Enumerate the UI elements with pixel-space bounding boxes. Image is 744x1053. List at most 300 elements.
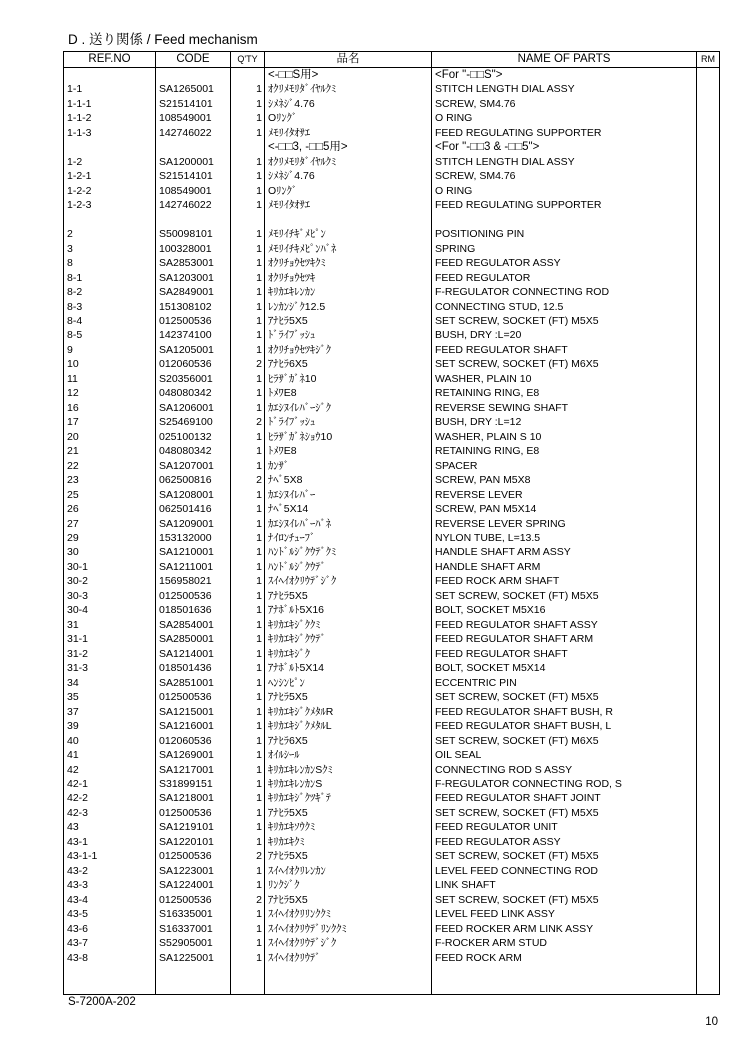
name-en-cell: FEED REGULATOR SHAFT (432, 647, 697, 661)
qty-cell: 1 (231, 864, 265, 878)
name-en-cell: HANDLE SHAFT ARM ASSY (432, 545, 697, 559)
rm-cell (697, 922, 720, 936)
ref-no-cell: 22 (64, 459, 156, 473)
qty-cell: 1 (231, 763, 265, 777)
header-code: CODE (156, 52, 231, 68)
name-en-cell: FEED REGULATOR UNIT (432, 820, 697, 834)
ref-no-cell: 29 (64, 531, 156, 545)
code-cell: SA1225001 (156, 951, 231, 965)
table-row (64, 734, 720, 748)
table-row (64, 343, 720, 357)
table-row (64, 372, 720, 386)
table-row (64, 531, 720, 545)
ref-no-cell: 3 (64, 242, 156, 256)
qty-cell: 1 (231, 647, 265, 661)
ref-no-cell: 1-1 (64, 82, 156, 96)
rm-cell (697, 705, 720, 719)
name-en-cell: BUSH, DRY :L=12 (432, 415, 697, 429)
table-row (64, 545, 720, 559)
table-row (64, 936, 720, 950)
table-row (64, 763, 720, 777)
code-cell: 062500816 (156, 473, 231, 487)
table-row (64, 256, 720, 270)
code-cell: SA1206001 (156, 401, 231, 415)
table-header-row (64, 52, 720, 68)
name-en-cell: FEED ROCKER ARM LINK ASSY (432, 922, 697, 936)
rm-cell (697, 907, 720, 921)
code-cell: SA1207001 (156, 459, 231, 473)
table-row (64, 806, 720, 820)
ref-no-cell (64, 213, 156, 227)
table-row (64, 705, 720, 719)
ref-no-cell: 31-1 (64, 632, 156, 646)
ref-no-cell: 1-1-3 (64, 126, 156, 140)
name-jp-cell: ｼﾒﾈｼﾞ4.76 (265, 97, 432, 111)
table-row (64, 980, 720, 995)
qty-cell: 1 (231, 936, 265, 950)
rm-cell (697, 835, 720, 849)
qty-cell: 1 (231, 820, 265, 834)
name-en-cell: OIL SEAL (432, 748, 697, 762)
rm-cell (697, 661, 720, 675)
name-jp-cell: ｵｸﾘﾒﾓﾘﾀﾞｲﾔﾙｸﾐ (265, 155, 432, 169)
name-en-cell: SET SCREW, SOCKET (FT) M5X5 (432, 893, 697, 907)
qty-cell: 1 (231, 372, 265, 386)
name-en-cell: FEED ROCK ARM (432, 951, 697, 965)
qty-cell: 1 (231, 459, 265, 473)
name-jp-cell: ｽｲﾍｲｵｸﾘｳﾃﾞｼﾞｸ (265, 574, 432, 588)
name-jp-cell: ｽｲﾍｲｵｸﾘｳﾃﾞﾘﾝｸｸﾐ (265, 922, 432, 936)
qty-cell: 1 (231, 169, 265, 183)
qty-cell: 1 (231, 951, 265, 965)
table-row (64, 488, 720, 502)
name-en-cell: FEED ROCK ARM SHAFT (432, 574, 697, 588)
page-number: 10 (705, 1016, 718, 1028)
name-en-cell: O RING (432, 184, 697, 198)
name-jp-cell (265, 980, 432, 995)
qty-cell (231, 68, 265, 83)
ref-no-cell: 16 (64, 401, 156, 415)
code-cell: 062501416 (156, 502, 231, 516)
code-cell (156, 140, 231, 154)
table-row (64, 603, 720, 617)
name-jp-cell: ｷﾘｶｴｷﾚﾝｶﾝSｸﾐ (265, 763, 432, 777)
qty-cell: 2 (231, 893, 265, 907)
code-cell: SA1265001 (156, 82, 231, 96)
name-jp-cell: ｷﾘｶｴｷｼﾞｸﾒﾀﾙL (265, 719, 432, 733)
code-cell: 018501636 (156, 603, 231, 617)
qty-cell: 1 (231, 126, 265, 140)
qty-cell: 1 (231, 227, 265, 241)
name-en-cell: LINK SHAFT (432, 878, 697, 892)
qty-cell: 1 (231, 285, 265, 299)
qty-cell: 1 (231, 401, 265, 415)
name-en-cell: REVERSE LEVER (432, 488, 697, 502)
table-row (64, 574, 720, 588)
qty-cell: 1 (231, 878, 265, 892)
ref-no-cell: 8-4 (64, 314, 156, 328)
name-en-cell: CONNECTING STUD, 12.5 (432, 300, 697, 314)
name-en-cell: REVERSE SEWING SHAFT (432, 401, 697, 415)
ref-no-cell: 26 (64, 502, 156, 516)
code-cell: 108549001 (156, 184, 231, 198)
name-jp-cell: Oﾘﾝｸﾞ (265, 184, 432, 198)
code-cell (156, 980, 231, 995)
name-jp-cell: ｷﾘｶｴｷｼﾞｸ (265, 647, 432, 661)
rm-cell (697, 820, 720, 834)
code-cell: SA2853001 (156, 256, 231, 270)
table-row (64, 748, 720, 762)
table-row (64, 285, 720, 299)
table-row (64, 878, 720, 892)
rm-cell (697, 517, 720, 531)
table-row (64, 155, 720, 169)
table-row (64, 719, 720, 733)
rm-cell (697, 111, 720, 125)
name-en-cell: CONNECTING ROD S ASSY (432, 763, 697, 777)
code-cell: SA2854001 (156, 618, 231, 632)
code-cell: SA2851001 (156, 676, 231, 690)
name-en-cell: RETAINING RING, E8 (432, 444, 697, 458)
table-row (64, 459, 720, 473)
table-row (64, 864, 720, 878)
ref-no-cell: 1-2-2 (64, 184, 156, 198)
header-name-en: NAME OF PARTS (432, 52, 697, 68)
ref-no-cell: 20 (64, 430, 156, 444)
code-cell: SA1219101 (156, 820, 231, 834)
ref-no-cell: 1-1-2 (64, 111, 156, 125)
code-cell: SA1214001 (156, 647, 231, 661)
rm-cell (697, 531, 720, 545)
name-jp-cell: ｱﾅﾋﾗ5X5 (265, 314, 432, 328)
name-jp-cell: ﾄﾒﾜE8 (265, 444, 432, 458)
name-jp-cell: ｽｲﾍｲｵｸﾘｳﾃﾞｼﾞｸ (265, 936, 432, 950)
rm-cell (697, 82, 720, 96)
rm-cell (697, 401, 720, 415)
table-row (64, 951, 720, 965)
qty-cell: 1 (231, 155, 265, 169)
rm-cell (697, 328, 720, 342)
name-jp-cell: ﾒﾓﾘｲﾀｵｻｴ (265, 126, 432, 140)
name-en-cell: FEED REGULATOR ASSY (432, 835, 697, 849)
qty-cell: 1 (231, 618, 265, 632)
rm-cell (697, 936, 720, 950)
name-en-cell: FEED REGULATOR SHAFT BUSH, R (432, 705, 697, 719)
ref-no-cell (64, 980, 156, 995)
code-cell: S16337001 (156, 922, 231, 936)
name-en-cell: SET SCREW, SOCKET (FT) M5X5 (432, 806, 697, 820)
qty-cell: 1 (231, 300, 265, 314)
ref-no-cell: 30 (64, 545, 156, 559)
qty-cell: 1 (231, 922, 265, 936)
name-jp-cell: ｽｲﾍｲｵｸﾘﾚﾝｶﾝ (265, 864, 432, 878)
table-row (64, 835, 720, 849)
name-en-cell: WASHER, PLAIN 10 (432, 372, 697, 386)
code-cell: 012500536 (156, 690, 231, 704)
table-row (64, 300, 720, 314)
qty-cell: 1 (231, 545, 265, 559)
rm-cell (697, 459, 720, 473)
name-jp-cell: ｶｴｼﾇｲﾚﾊﾞｰ (265, 488, 432, 502)
ref-no-cell: 17 (64, 415, 156, 429)
qty-cell: 1 (231, 574, 265, 588)
ref-no-cell: 1-1-1 (64, 97, 156, 111)
name-en-cell: STITCH LENGTH DIAL ASSY (432, 155, 697, 169)
name-jp-cell: ﾚﾝｶﾝｼﾞｸ12.5 (265, 300, 432, 314)
rm-cell (697, 603, 720, 617)
name-en-cell: FEED REGULATOR (432, 271, 697, 285)
name-en-cell: BOLT, SOCKET M5X16 (432, 603, 697, 617)
qty-cell: 1 (231, 777, 265, 791)
table-row (64, 791, 720, 805)
ref-no-cell: 43-1-1 (64, 849, 156, 863)
name-jp-cell: ﾘﾝｸｼﾞｸ (265, 878, 432, 892)
name-jp-cell: ｷﾘｶｴｷﾚﾝｶﾝS (265, 777, 432, 791)
ref-no-cell: 31 (64, 618, 156, 632)
qty-cell: 1 (231, 444, 265, 458)
qty-cell: 1 (231, 343, 265, 357)
ref-no-cell: 1-2 (64, 155, 156, 169)
name-jp-cell: ｵｸﾘﾒﾓﾘﾀﾞｲﾔﾙｸﾐ (265, 82, 432, 96)
ref-no-cell: 35 (64, 690, 156, 704)
table-row (64, 169, 720, 183)
table-row (64, 517, 720, 531)
code-cell: 151308102 (156, 300, 231, 314)
name-jp-cell: Oﾘﾝｸﾞ (265, 111, 432, 125)
table-row (64, 111, 720, 125)
code-cell: S52905001 (156, 936, 231, 950)
name-jp-cell: ﾄﾒﾜE8 (265, 386, 432, 400)
ref-no-cell: 1-2-3 (64, 198, 156, 212)
qty-cell (231, 980, 265, 995)
rm-cell (697, 545, 720, 559)
name-jp-cell: ｽｲﾍｲｵｸﾘｳﾃﾞ (265, 951, 432, 965)
ref-no-cell: 40 (64, 734, 156, 748)
rm-cell (697, 893, 720, 907)
rm-cell (697, 126, 720, 140)
name-en-cell: FEED REGULATOR SHAFT JOINT (432, 791, 697, 805)
name-en-cell: FEED REGULATOR SHAFT ASSY (432, 618, 697, 632)
ref-no-cell: 43-5 (64, 907, 156, 921)
name-jp-cell: ｱﾅﾋﾗ5X5 (265, 849, 432, 863)
ref-no-cell: 10 (64, 357, 156, 371)
name-en-cell: SCREW, PAN M5X8 (432, 473, 697, 487)
rm-cell (697, 719, 720, 733)
parts-table (63, 51, 720, 995)
qty-cell: 1 (231, 328, 265, 342)
name-jp-cell: ﾒﾓﾘｲﾀｵｻｴ (265, 198, 432, 212)
ref-no-cell: 43-7 (64, 936, 156, 950)
qty-cell: 1 (231, 589, 265, 603)
header-ref-no: REF.NO (64, 52, 156, 68)
ref-no-cell: 8 (64, 256, 156, 270)
name-en-cell: BUSH, DRY :L=20 (432, 328, 697, 342)
name-en-cell: FEED REGULATOR ASSY (432, 256, 697, 270)
qty-cell: 1 (231, 242, 265, 256)
ref-no-cell (64, 965, 156, 979)
table-row (64, 227, 720, 241)
name-jp-cell: ﾋﾗｻﾞｶﾞﾈ10 (265, 372, 432, 386)
ref-no-cell (64, 140, 156, 154)
code-cell: SA1218001 (156, 791, 231, 805)
ref-no-cell: 43-8 (64, 951, 156, 965)
name-en-cell: SCREW, SM4.76 (432, 97, 697, 111)
qty-cell: 1 (231, 748, 265, 762)
code-cell: SA1216001 (156, 719, 231, 733)
qty-cell: 1 (231, 835, 265, 849)
code-cell: 012060536 (156, 357, 231, 371)
code-cell: 156958021 (156, 574, 231, 588)
table-row (64, 965, 720, 979)
table-row (64, 126, 720, 140)
name-en-cell: FEED REGULATOR SHAFT ARM (432, 632, 697, 646)
ref-no-cell: 43 (64, 820, 156, 834)
ref-no-cell: 43-6 (64, 922, 156, 936)
table-row (64, 560, 720, 574)
name-jp-cell: ｱﾅﾋﾗ5X5 (265, 690, 432, 704)
name-en-cell: ECCENTRIC PIN (432, 676, 697, 690)
ref-no-cell: 39 (64, 719, 156, 733)
table-row (64, 618, 720, 632)
name-jp-cell: ｼﾒﾈｼﾞ4.76 (265, 169, 432, 183)
ref-no-cell: 42 (64, 763, 156, 777)
name-jp-cell: ﾋﾗｻﾞｶﾞﾈｼｮｳ10 (265, 430, 432, 444)
rm-cell (697, 343, 720, 357)
ref-no-cell: 34 (64, 676, 156, 690)
name-jp-cell: ｱﾅﾋﾗ5X5 (265, 806, 432, 820)
ref-no-cell: 23 (64, 473, 156, 487)
code-cell: 048080342 (156, 386, 231, 400)
qty-cell: 1 (231, 791, 265, 805)
rm-cell (697, 314, 720, 328)
name-jp-cell: ｷﾘｶｴｷｿｳｸﾐ (265, 820, 432, 834)
table-row (64, 430, 720, 444)
code-cell: 142374100 (156, 328, 231, 342)
table-row (64, 328, 720, 342)
name-jp-cell: ｷﾘｶｴｷｼﾞｸｳﾃﾞ (265, 632, 432, 646)
table-row (64, 676, 720, 690)
ref-no-cell: 11 (64, 372, 156, 386)
code-cell: S16335001 (156, 907, 231, 921)
name-en-cell: F-ROCKER ARM STUD (432, 936, 697, 950)
name-jp-cell: ｶﾝｻﾞ (265, 459, 432, 473)
table-row (64, 82, 720, 96)
rm-cell (697, 140, 720, 154)
name-jp-cell (265, 213, 432, 227)
ref-no-cell: 21 (64, 444, 156, 458)
name-en-cell: SET SCREW, SOCKET (FT) M5X5 (432, 690, 697, 704)
rm-cell (697, 242, 720, 256)
ref-no-cell: 8-2 (64, 285, 156, 299)
code-cell: SA1203001 (156, 271, 231, 285)
table-row (64, 213, 720, 227)
name-en-cell: WASHER, PLAIN S 10 (432, 430, 697, 444)
rm-cell (697, 748, 720, 762)
table-row (64, 632, 720, 646)
ref-no-cell: 42-2 (64, 791, 156, 805)
code-cell: S50098101 (156, 227, 231, 241)
name-jp-cell: ｷﾘｶｴｷｼﾞｸﾒﾀﾙR (265, 705, 432, 719)
code-cell: SA2850001 (156, 632, 231, 646)
table-row (64, 647, 720, 661)
name-jp-cell: ﾊﾝﾄﾞﾙｼﾞｸｳﾃﾞｸﾐ (265, 545, 432, 559)
code-cell: 012500536 (156, 893, 231, 907)
rm-cell (697, 560, 720, 574)
qty-cell: 1 (231, 488, 265, 502)
ref-no-cell: 1-2-1 (64, 169, 156, 183)
rm-cell (697, 357, 720, 371)
rm-cell (697, 864, 720, 878)
table-row (64, 820, 720, 834)
ref-no-cell: 43-3 (64, 878, 156, 892)
qty-cell: 1 (231, 676, 265, 690)
qty-cell: 1 (231, 531, 265, 545)
ref-no-cell: 25 (64, 488, 156, 502)
name-en-cell: BOLT, SOCKET M5X14 (432, 661, 697, 675)
rm-cell (697, 300, 720, 314)
name-jp-cell: ｱﾅﾎﾞﾙﾄ5X16 (265, 603, 432, 617)
code-cell: SA1208001 (156, 488, 231, 502)
ref-no-cell: 31-3 (64, 661, 156, 675)
qty-cell: 1 (231, 271, 265, 285)
code-cell: SA2849001 (156, 285, 231, 299)
rm-cell (697, 965, 720, 979)
ref-no-cell: 8-3 (64, 300, 156, 314)
rm-cell (697, 97, 720, 111)
table-row (64, 357, 720, 371)
rm-cell (697, 372, 720, 386)
table-row (64, 97, 720, 111)
code-cell: SA1217001 (156, 763, 231, 777)
qty-cell: 1 (231, 690, 265, 704)
ref-no-cell (64, 68, 156, 83)
name-en-cell (432, 213, 697, 227)
name-jp-cell: ｱﾅﾋﾗ5X5 (265, 893, 432, 907)
qty-cell: 1 (231, 705, 265, 719)
table-row (64, 502, 720, 516)
rm-cell (697, 444, 720, 458)
ref-no-cell: 8-1 (64, 271, 156, 285)
qty-cell: 1 (231, 502, 265, 516)
qty-cell: 2 (231, 357, 265, 371)
table-row (64, 690, 720, 704)
qty-cell: 2 (231, 415, 265, 429)
name-en-cell: <For "-□□S"> (432, 68, 697, 83)
ref-no-cell: 43-2 (64, 864, 156, 878)
qty-cell: 1 (231, 256, 265, 270)
table-row (64, 589, 720, 603)
rm-cell (697, 763, 720, 777)
code-cell: SA1224001 (156, 878, 231, 892)
rm-cell (697, 951, 720, 965)
ref-no-cell: 12 (64, 386, 156, 400)
parts-body (64, 68, 720, 995)
qty-cell: 1 (231, 314, 265, 328)
code-cell: 142746022 (156, 198, 231, 212)
code-cell: 100328001 (156, 242, 231, 256)
name-en-cell: REVERSE LEVER SPRING (432, 517, 697, 531)
code-cell: S21514101 (156, 169, 231, 183)
ref-no-cell: 27 (64, 517, 156, 531)
name-en-cell: F-REGULATOR CONNECTING ROD (432, 285, 697, 299)
code-cell: 153132000 (156, 531, 231, 545)
group-header-row (64, 68, 720, 83)
table-row (64, 386, 720, 400)
name-jp-cell: ﾅｲﾛﾝﾁｭｰﾌﾞ (265, 531, 432, 545)
rm-cell (697, 430, 720, 444)
ref-no-cell: 30-4 (64, 603, 156, 617)
qty-cell (231, 965, 265, 979)
